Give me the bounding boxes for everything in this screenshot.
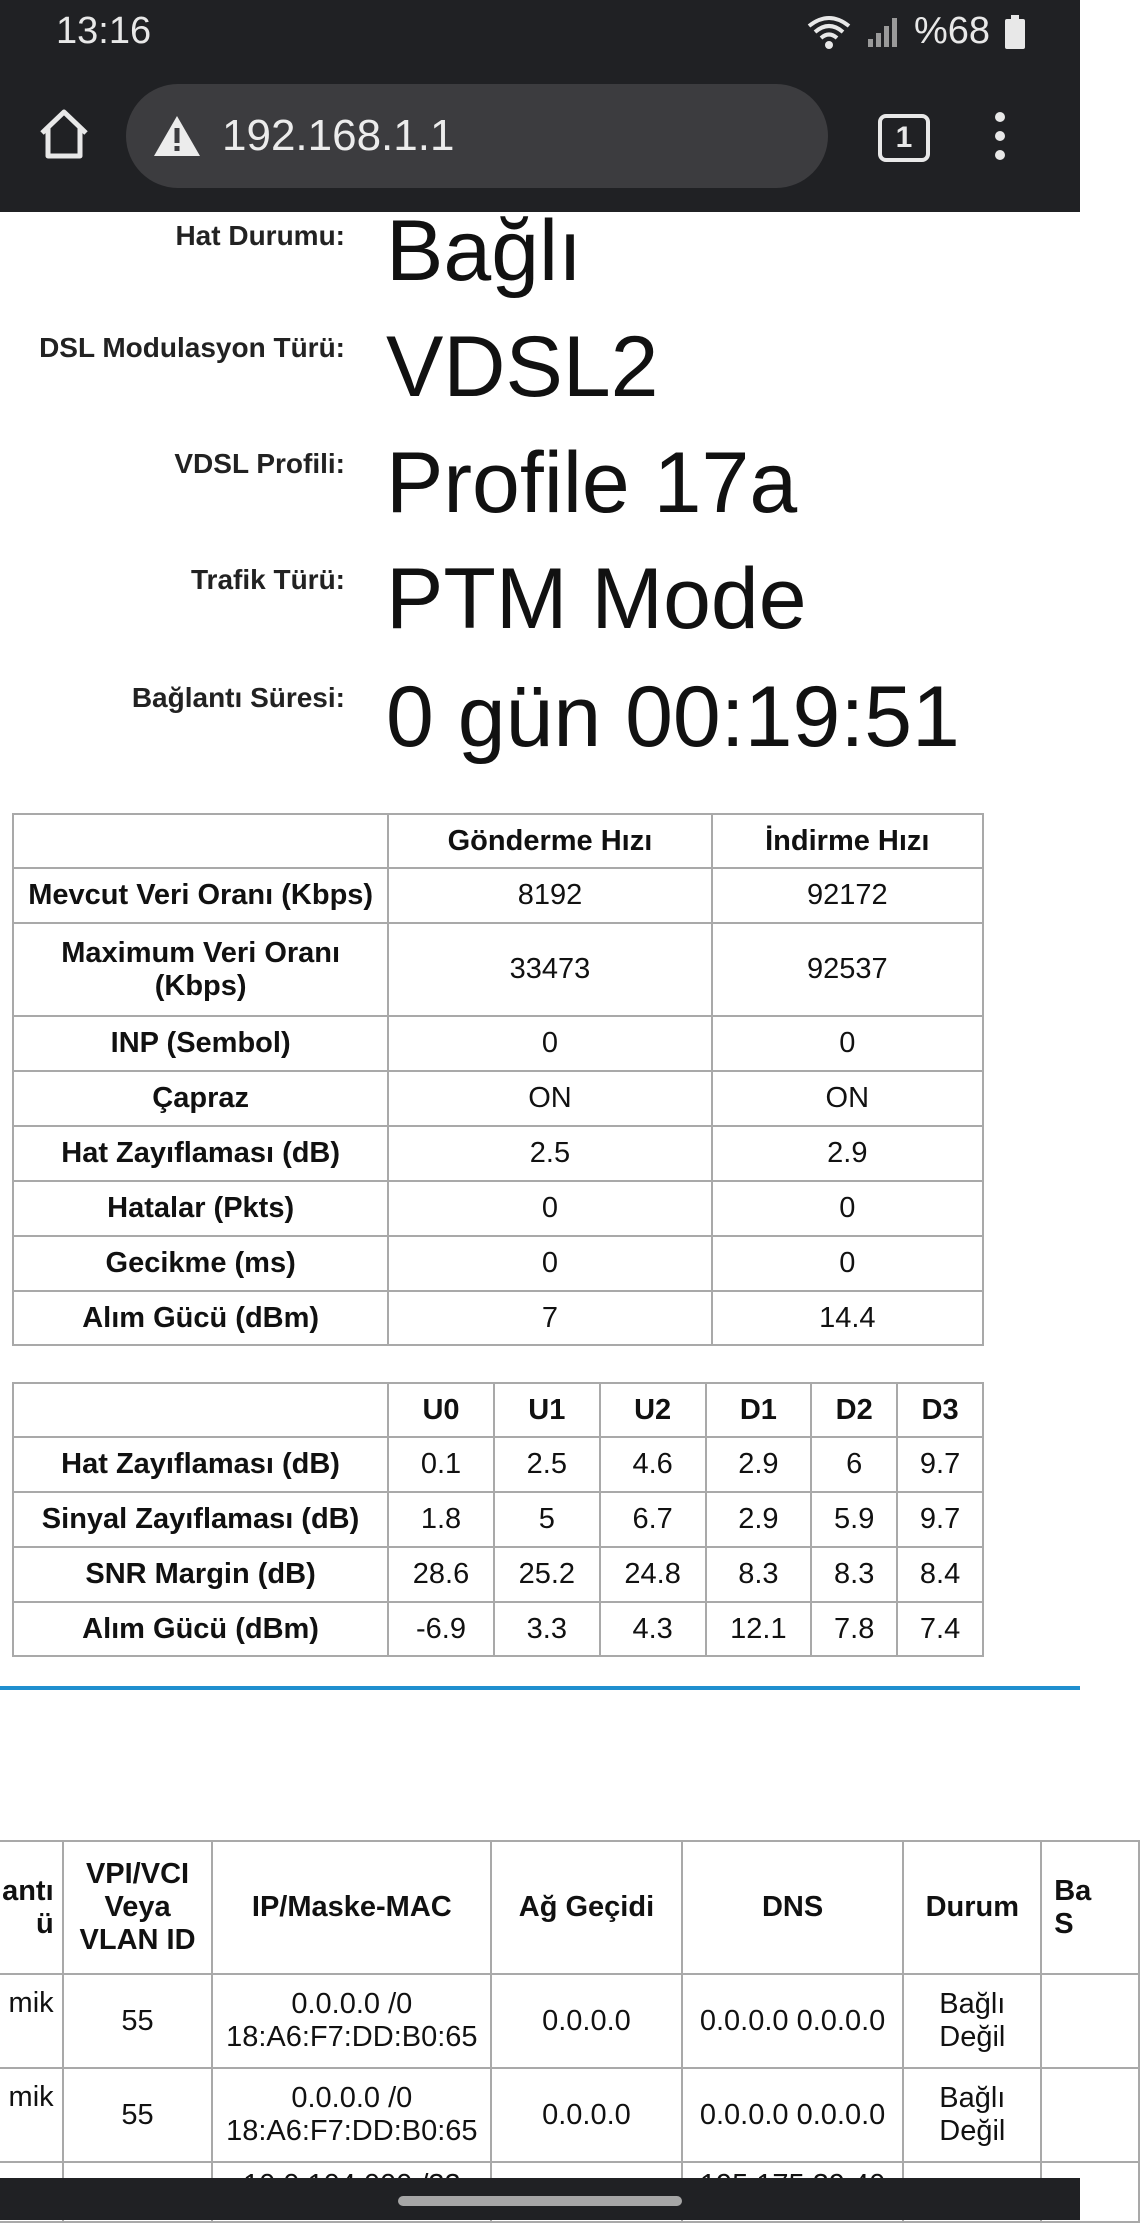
signal-icon	[866, 15, 900, 49]
browser-toolbar	[0, 66, 1080, 212]
table-cell: 5.9	[811, 1492, 897, 1547]
table-row	[13, 1492, 983, 1547]
table-cell: 1.8	[388, 1492, 494, 1547]
table-cell: 8192	[388, 868, 711, 923]
address-bar[interactable]	[126, 84, 828, 188]
wifi-icon	[806, 14, 852, 50]
home-icon	[36, 106, 92, 162]
table-header: Ba S	[1041, 1841, 1139, 1974]
table-cell: 6.7	[600, 1492, 706, 1547]
info-value: VDSL2	[386, 319, 659, 415]
table-cell: 92537	[712, 923, 983, 1016]
table-header-row	[0, 1841, 1139, 1974]
wan-table	[0, 1840, 1140, 2223]
row-label: Hatalar (Pkts)	[13, 1181, 388, 1236]
table-cell: 8.3	[811, 1547, 897, 1602]
table-cell: 7	[388, 1291, 711, 1345]
table-row	[13, 923, 983, 1016]
table-cell: 8.4	[897, 1547, 983, 1602]
info-value: 0 gün 00:19:51	[386, 669, 960, 765]
info-value: PTM Mode	[386, 551, 807, 647]
menu-dot-icon	[995, 150, 1005, 160]
status-bar	[0, 0, 1080, 66]
row-label: Maximum Veri Oranı (Kbps)	[13, 923, 388, 1016]
table-cell: 2.9	[712, 1126, 983, 1181]
table-cell: 0	[712, 1016, 983, 1071]
table-cell: 0.0.0.0 0.0.0.0	[682, 1974, 904, 2068]
battery-icon	[1004, 14, 1026, 50]
row-label: Gecikme (ms)	[13, 1236, 388, 1291]
url-text[interactable]: 192.168.1.1	[222, 111, 455, 160]
table-header: Durum	[903, 1841, 1041, 1974]
table-cell: 0.1	[388, 1437, 494, 1492]
row-label: Alım Gücü (dBm)	[13, 1602, 388, 1656]
table-cell: mik	[0, 1974, 63, 2068]
table-cell: 0	[388, 1236, 711, 1291]
table-header: Gönderme Hızı	[388, 814, 711, 868]
table-header: U1	[494, 1383, 600, 1437]
table-cell: 7.8	[811, 1602, 897, 1656]
page-content	[0, 203, 1092, 2178]
row-label: INP (Sembol)	[13, 1016, 388, 1071]
table-header: antı ü	[0, 1841, 63, 1974]
table-row	[13, 1547, 983, 1602]
table-cell: -6.9	[388, 1602, 494, 1656]
table-cell: 24.8	[600, 1547, 706, 1602]
menu-dot-icon	[995, 131, 1005, 141]
table-header	[13, 1383, 388, 1437]
table-cell: 4.3	[600, 1602, 706, 1656]
table-cell: mik	[0, 2068, 63, 2162]
table-header: U0	[388, 1383, 494, 1437]
table-row	[0, 2068, 1139, 2162]
table-row	[13, 1071, 983, 1126]
table-cell: 28.6	[388, 1547, 494, 1602]
table-header: DNS	[682, 1841, 904, 1974]
table-row	[13, 1602, 983, 1656]
rate-table	[12, 813, 984, 1346]
table-cell: 0	[388, 1181, 711, 1236]
table-row	[0, 1974, 1139, 2068]
table-header: D1	[706, 1383, 812, 1437]
table-row	[13, 1181, 983, 1236]
table-cell: 5	[494, 1492, 600, 1547]
menu-dot-icon	[995, 112, 1005, 122]
menu-button[interactable]	[990, 112, 1010, 162]
info-label: Trafik Türü:	[190, 564, 345, 595]
table-cell: Bağlı Değil	[903, 2068, 1041, 2162]
info-value: Profile 17a	[386, 435, 798, 531]
table-cell: 0.0.0.0 /0 18:A6:F7:DD:B0:65	[212, 1974, 491, 2068]
status-time: 13:16	[56, 10, 152, 52]
table-header: İndirme Hızı	[712, 814, 983, 868]
table-header: D3	[897, 1383, 983, 1437]
status-icons	[806, 10, 1026, 53]
table-cell: 0	[712, 1181, 983, 1236]
table-cell: 2.9	[706, 1437, 812, 1492]
table-header	[13, 814, 388, 868]
row-label: Çapraz	[13, 1071, 388, 1126]
band-table	[12, 1382, 984, 1657]
table-header-row	[13, 814, 983, 868]
info-label: Bağlantı Süresi:	[131, 682, 345, 713]
row-label: SNR Margin (dB)	[13, 1547, 388, 1602]
tab-switcher-button[interactable]: 1	[878, 114, 930, 162]
table-cell: ON	[712, 1071, 983, 1126]
table-cell: 8.3	[706, 1547, 812, 1602]
table-cell: 0.0.0.0 /0 18:A6:F7:DD:B0:65	[212, 2068, 491, 2162]
table-cell: 7.4	[897, 1602, 983, 1656]
home-gesture-handle[interactable]	[398, 2196, 682, 2206]
warning-icon[interactable]	[152, 114, 202, 169]
table-cell: 9.7	[897, 1492, 983, 1547]
table-cell: 55	[63, 1974, 213, 2068]
table-cell: 0.0.0.0	[491, 1974, 681, 2068]
home-button[interactable]	[36, 106, 92, 162]
table-cell: 9.7	[897, 1437, 983, 1492]
table-cell: 6	[811, 1437, 897, 1492]
row-label: Hat Zayıflaması (dB)	[13, 1437, 388, 1492]
info-value: Bağlı	[386, 203, 583, 299]
table-cell: ON	[388, 1071, 711, 1126]
table-cell: 12.1	[706, 1602, 812, 1656]
table-row	[13, 1126, 983, 1181]
table-cell: 0.0.0.0	[491, 2068, 681, 2162]
info-label: VDSL Profili:	[174, 448, 345, 479]
table-cell: 0	[388, 1016, 711, 1071]
table-cell	[1041, 2068, 1139, 2162]
row-label: Alım Gücü (dBm)	[13, 1291, 388, 1345]
table-row	[13, 1437, 983, 1492]
row-label: Sinyal Zayıflaması (dB)	[13, 1492, 388, 1547]
table-header-row	[13, 1383, 983, 1437]
table-row	[13, 1291, 983, 1345]
table-cell: 0	[712, 1236, 983, 1291]
table-cell: 4.6	[600, 1437, 706, 1492]
row-label: Mevcut Veri Oranı (Kbps)	[13, 868, 388, 923]
table-cell: 2.5	[388, 1126, 711, 1181]
system-nav-bar	[0, 2178, 1080, 2220]
section-divider	[0, 1686, 1080, 1690]
info-label: DSL Modulasyon Türü:	[39, 332, 345, 363]
table-cell: 0.0.0.0 0.0.0.0	[682, 2068, 904, 2162]
table-row	[13, 868, 983, 923]
table-row	[13, 1016, 983, 1071]
table-cell: Bağlı Değil	[903, 1974, 1041, 2068]
table-header: IP/Maske-MAC	[212, 1841, 491, 1974]
table-header: VPI/VCI Veya VLAN ID	[63, 1841, 213, 1974]
table-cell: 25.2	[494, 1547, 600, 1602]
table-cell: 2.9	[706, 1492, 812, 1547]
table-header: Ağ Geçidi	[491, 1841, 681, 1974]
table-cell: 14.4	[712, 1291, 983, 1345]
table-cell: 3.3	[494, 1602, 600, 1656]
table-cell: 33473	[388, 923, 711, 1016]
info-label: Hat Durumu:	[175, 220, 345, 251]
table-cell: 92172	[712, 868, 983, 923]
table-cell	[1041, 1974, 1139, 2068]
table-row	[13, 1236, 983, 1291]
table-cell: 2.5	[494, 1437, 600, 1492]
row-label: Hat Zayıflaması (dB)	[13, 1126, 388, 1181]
table-cell: 55	[63, 2068, 213, 2162]
table-header: D2	[811, 1383, 897, 1437]
battery-percent: %68	[913, 10, 990, 52]
table-header: U2	[600, 1383, 706, 1437]
